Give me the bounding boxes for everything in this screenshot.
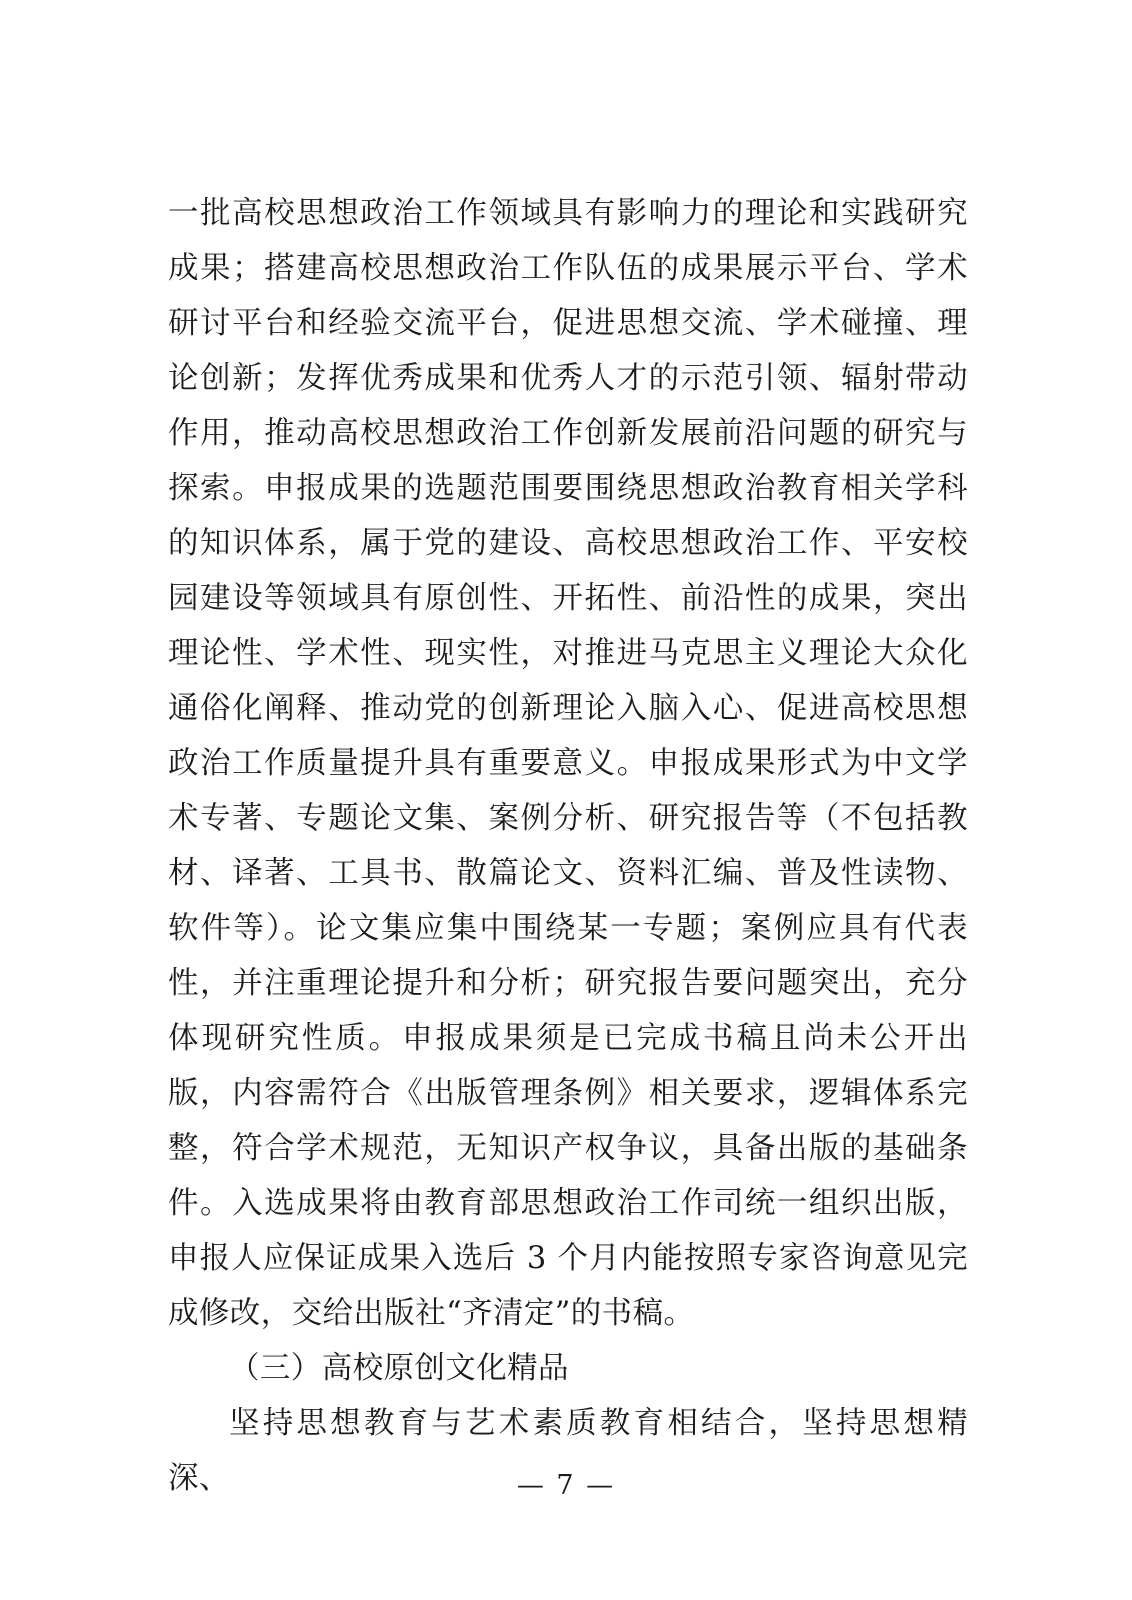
section-heading-3: （三）高校原创文化精品 (229, 1351, 569, 1386)
body-paragraph-1: 一批高校思想政治工作领域具有影响力的理论和实践研究成果；搭建高校思想政治工作队伍的成果展示平台、学术研讨平台和经验交流平台，促进思想交流、学术碰撞、理论创新；发挥优秀成果和优秀人才的示范引领、辐射带动作用，推动高校思想政治工作创新发展前沿问题的研究与探索。申报成果的选题范围要围绕思想政治教育相关学科的知识体系，属于党的建设、高校思想政治工作、平安校园建设等领域具有原创性、开拓性、前沿性的成果，突出理论性、学术性、现实性，对推进马克思主义理论大众化通俗化阐释、推动党的创新理论入脑入心、促进高校思想政治工作质量提升具有重要意义。申报成果形式为中文学术专著、专题论文集、案例分析、研究报告等（不包括教材、译著、工具书、散篇论文、资料汇编、普及性读物、软件等）。论文集应集中围绕某一专题；案例应具有代表性，并注重理论提升和分析；研究报告要问题突出，充分体现研究性质。申报成果须是已完成书稿且尚未公开出版，内容需符合《出版管理条例》相关要求，逻辑体系完整，符合学术规范，无知识产权争议，具备出版的基础条件。入选成果将由教育部思想政治工作司统一组织出版，申报人应保证成果入选后 3 个月内能按照专家咨询意见完成修改，交给出版社“齐清定”的书稿。 (168, 196, 968, 1331)
page-number: — 7 — (516, 1470, 616, 1501)
body-paragraph-2: 坚持思想教育与艺术素质教育相结合，坚持思想精深、 (168, 1406, 968, 1496)
page-content (168, 186, 968, 1506)
